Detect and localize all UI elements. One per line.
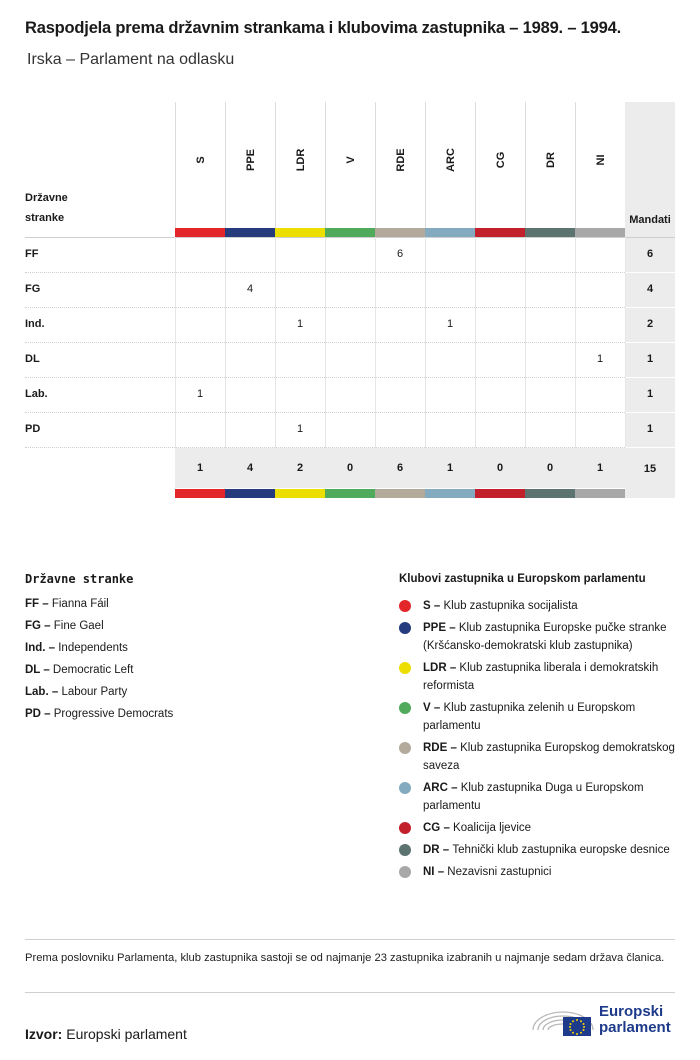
legend-text — [423, 699, 679, 735]
column-color-bar — [425, 489, 475, 498]
row-divider — [625, 307, 675, 308]
legend-right-title: Klubovi zastupnika u Europskom parlamentu — [399, 573, 646, 585]
row-total: 1 — [646, 353, 654, 365]
column-total: 0 — [496, 462, 504, 474]
mandati-header: Mandati — [629, 214, 671, 226]
table-cell: 1 — [196, 388, 204, 400]
column-color-bar — [375, 489, 425, 498]
legend-abbr: LDR – — [423, 662, 460, 674]
european-parliament-logo — [529, 1000, 679, 1040]
legend-text — [423, 863, 679, 881]
legend-name: Independents — [58, 642, 128, 654]
legend-abbr: DL – — [25, 664, 53, 676]
parliament-hemicycle-icon — [529, 1000, 597, 1040]
column-label: NI — [594, 154, 607, 166]
column-total: 0 — [546, 462, 554, 474]
column-header — [425, 102, 475, 229]
legend-abbr: DR – — [423, 844, 453, 856]
row-divider — [625, 342, 675, 343]
legend-color-dot — [399, 662, 411, 674]
column-header — [475, 102, 525, 229]
legend-text — [423, 779, 679, 815]
column-label: S — [194, 156, 207, 164]
row-divider — [25, 307, 625, 308]
row-divider — [625, 272, 675, 273]
column-label: ARC — [444, 148, 457, 172]
column-label: CG — [494, 151, 507, 169]
legend-abbr: FF – — [25, 598, 52, 610]
column-color-bar — [575, 489, 625, 498]
column-total: 1 — [596, 462, 604, 474]
row-total: 6 — [646, 248, 654, 260]
row-divider — [625, 447, 675, 448]
legend-name: Klub zastupnika Duga u Europskom parlamentu — [423, 782, 644, 812]
divider — [25, 939, 675, 940]
column-color-bar — [475, 228, 525, 237]
row-total: 4 — [646, 283, 654, 295]
row-label: PD — [25, 423, 41, 435]
column-header — [225, 102, 275, 229]
column-color-bar — [175, 489, 225, 498]
row-divider — [25, 342, 625, 343]
legend-item — [399, 619, 679, 655]
column-color-bar — [175, 228, 225, 237]
column-label: LDR — [294, 148, 307, 172]
column-total: 0 — [346, 462, 354, 474]
legend-item — [399, 863, 679, 881]
column-total: 4 — [246, 462, 254, 474]
row-label: Ind. — [25, 318, 45, 330]
header-divider — [25, 237, 675, 238]
column-color-bar — [425, 228, 475, 237]
legend-text — [423, 841, 679, 859]
row-label: FF — [25, 248, 39, 260]
row-total: 1 — [646, 388, 654, 400]
row-label: FG — [25, 283, 41, 295]
column-header — [175, 102, 225, 229]
divider — [25, 992, 675, 993]
legend-item — [25, 664, 133, 676]
table-cell: 4 — [246, 283, 254, 295]
grand-total: 15 — [643, 463, 657, 475]
legend-abbr: RDE – — [423, 742, 461, 754]
legend-text — [423, 819, 679, 837]
column-color-bar — [525, 228, 575, 237]
source-label: Izvor: — [25, 1026, 63, 1042]
table-cell: 6 — [396, 248, 404, 260]
column-header — [325, 102, 375, 229]
legend-item — [25, 708, 173, 720]
legend-item — [25, 620, 104, 632]
row-total: 2 — [646, 318, 654, 330]
column-total: 2 — [296, 462, 304, 474]
legend-name: Fianna Fáil — [51, 598, 109, 610]
legend-abbr: CG – — [423, 822, 454, 834]
row-divider — [625, 412, 675, 413]
seat-distribution-table — [25, 102, 675, 502]
column-label: DR — [544, 152, 557, 168]
legend-abbr: PPE – — [423, 622, 459, 634]
legend-name: Tehnički klub zastupnika europske desnice — [452, 844, 670, 856]
legend-color-dot — [399, 844, 411, 856]
legend-name: Klub zastupnika Europskog demokratskog saveza — [423, 742, 675, 772]
column-label: V — [344, 156, 357, 164]
row-label: DL — [25, 353, 40, 365]
legend-abbr: ARC – — [423, 782, 461, 794]
legend-abbr: Ind. – — [25, 642, 59, 654]
column-color-bar — [325, 228, 375, 237]
legend-color-dot — [399, 782, 411, 794]
legend-name: Nezavisni zastupnici — [447, 866, 552, 878]
row-divider — [25, 272, 625, 273]
legend-item — [399, 699, 679, 735]
column-label: PPE — [244, 148, 257, 172]
legend-abbr: NI – — [423, 866, 448, 878]
source-value: Europski parlament — [66, 1026, 187, 1042]
logo-line-1: Europski — [599, 1003, 664, 1020]
legend-abbr: FG – — [25, 620, 54, 632]
legend-name: Progressive Democrats — [53, 708, 174, 720]
column-total: 1 — [446, 462, 454, 474]
legend-item — [399, 819, 679, 837]
row-divider — [625, 377, 675, 378]
column-color-bar — [275, 489, 325, 498]
column-color-bar — [575, 228, 625, 237]
legend-name: Democratic Left — [52, 664, 134, 676]
legend-item — [25, 598, 109, 610]
column-header — [575, 102, 625, 229]
column-header — [375, 102, 425, 229]
table-cell: 1 — [446, 318, 454, 330]
column-color-bar — [225, 489, 275, 498]
legend-abbr: S – — [423, 600, 444, 612]
mandati-column-bg — [625, 102, 675, 498]
legend-name: Fine Gael — [53, 620, 104, 632]
legend-color-dot — [399, 702, 411, 714]
legend-abbr: Lab. – — [25, 686, 62, 698]
column-label: RDE — [394, 148, 407, 172]
table-cell: 1 — [296, 423, 304, 435]
column-color-bar — [275, 228, 325, 237]
column-header — [525, 102, 575, 229]
legend-item — [399, 659, 679, 695]
column-color-bar — [525, 489, 575, 498]
legend-item — [25, 686, 127, 698]
page-title: Raspodjela prema državnim strankama i klubovima zastupnika – 1989. – 1994. — [25, 19, 621, 37]
row-header-label: Državne stranke — [25, 192, 68, 224]
row-label: Lab. — [25, 388, 48, 400]
row-divider — [25, 412, 625, 413]
column-color-bar — [375, 228, 425, 237]
column-color-bar — [325, 489, 375, 498]
legend-left-title: Državne stranke — [25, 572, 134, 586]
column-color-bar — [475, 489, 525, 498]
legend-text — [423, 739, 679, 775]
column-total: 6 — [396, 462, 404, 474]
legend-color-dot — [399, 742, 411, 754]
legend-color-dot — [399, 822, 411, 834]
row-total: 1 — [646, 423, 654, 435]
source-line — [25, 1026, 187, 1042]
legend-name: Klub zastupnika socijalista — [443, 600, 578, 612]
legend-abbr: V – — [423, 702, 444, 714]
legend-name: Koalicija ljevice — [453, 822, 532, 834]
legend-item — [399, 597, 679, 615]
legend-item — [399, 841, 679, 859]
column-header — [275, 102, 325, 229]
legend-item — [25, 642, 128, 654]
legend-color-dot — [399, 622, 411, 634]
footnote: Prema poslovniku Parlamenta, klub zastupnika sastoji se od najmanje 23 zastupnika izabranih u najmanje sedam država članica. — [25, 952, 665, 964]
row-divider — [25, 447, 625, 448]
legend-item — [399, 779, 679, 815]
table-cell: 1 — [296, 318, 304, 330]
column-color-bar — [225, 228, 275, 237]
page-subtitle: Irska – Parlament na odlasku — [27, 51, 235, 68]
logo-line-2: parlament — [599, 1019, 671, 1036]
legend-name: Klub zastupnika zelenih u Europskom parlamentu — [423, 702, 636, 732]
legend-name: Klub zastupnika Europske pučke stranke (Kršćansko-demokratski klub zastupnika) — [423, 622, 667, 652]
legend-text — [423, 597, 679, 615]
legend-name: Klub zastupnika liberala i demokratskih reformista — [423, 662, 659, 692]
legend-text — [423, 659, 679, 695]
legend-name: Labour Party — [61, 686, 128, 698]
legend-color-dot — [399, 600, 411, 612]
legend-color-dot — [399, 866, 411, 878]
table-cell: 1 — [596, 353, 604, 365]
legend-item — [399, 739, 679, 775]
legend-text — [423, 619, 679, 655]
column-total: 1 — [196, 462, 204, 474]
legend-abbr: PD – — [25, 708, 54, 720]
row-divider — [25, 377, 625, 378]
